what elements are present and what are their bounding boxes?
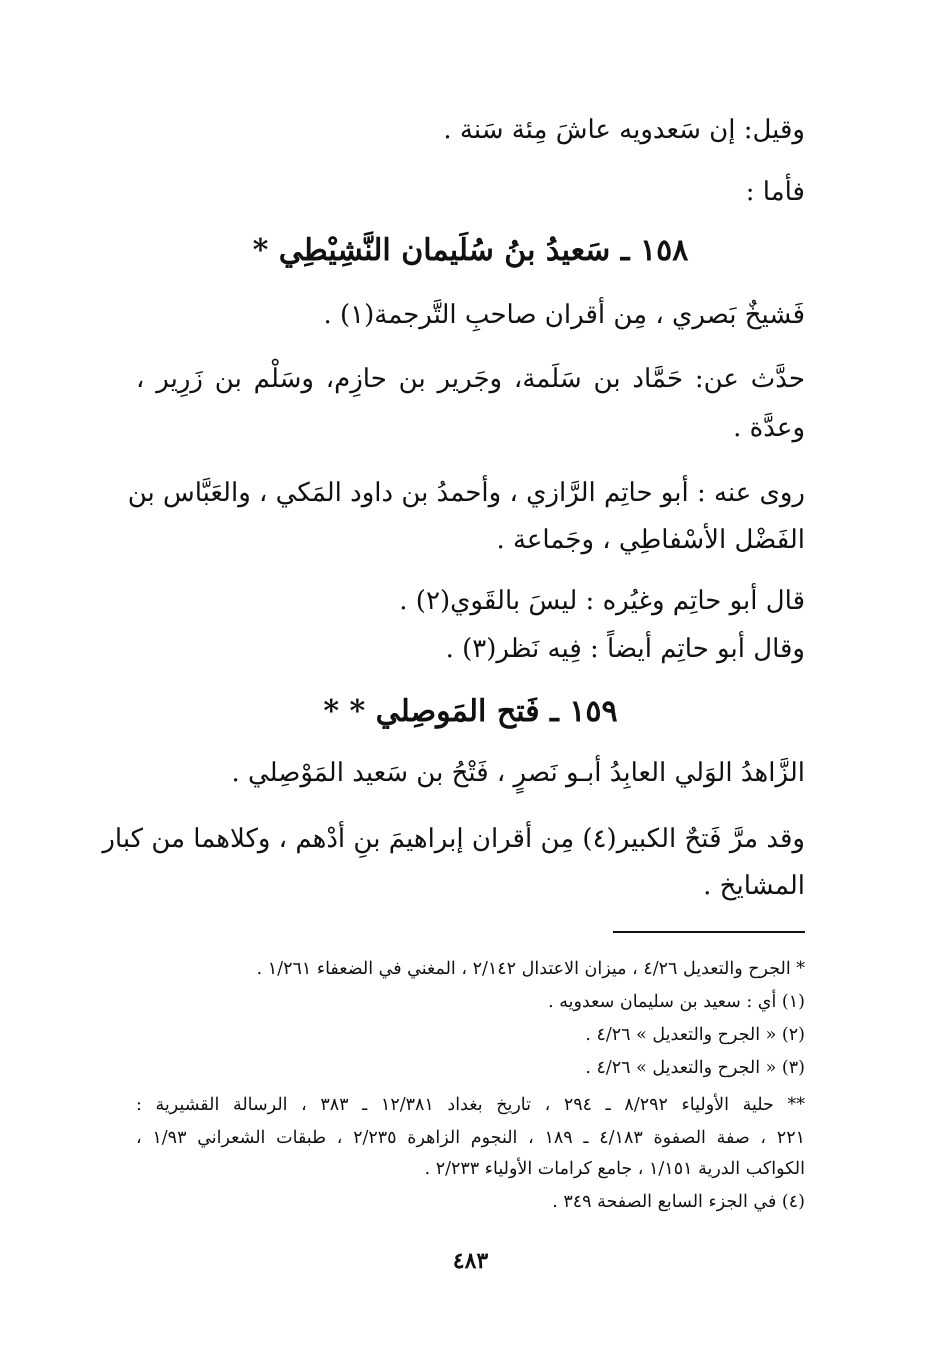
footnote-3: (٢) « الجرح والتعديل » ٤/٢٦ . — [585, 1025, 805, 1045]
body-line-11: وقد مرَّ فَتحٌ الكبير(٤) مِن أقران إبراهيمَ بنِ أدْهم ، وكلاهما من كبار — [102, 824, 805, 854]
footnote-1: * الجرح والتعديل ٤/٢٦ ، ميزان الاعتدال ٢/١٤٢ ، المغني في الضعفاء ١/٢٦١ . — [256, 959, 805, 979]
footnote-2: (١) أي : سعيد بن سليمان سعدويه . — [548, 992, 805, 1012]
footnote-separator — [613, 931, 805, 933]
footnote-6: ٢٢١ ، صفة الصفوة ٤/١٨٣ ـ ١٨٩ ، النجوم الزاهرة ٢/٢٣٥ ، طبقات الشعراني ١/٩٣ ، — [136, 1128, 805, 1148]
footnote-7: الكواكب الدرية ١/١٥١ ، جامع كرامات الأولياء ٢/٢٣٣ . — [424, 1159, 805, 1179]
body-line-6: روى عنه : أبو حاتِم الرَّازي ، وأحمدُ بن داود المَكي ، والعَبَّاس بن — [127, 478, 805, 508]
body-line-9: وقال أبو حاتِم أيضاً : فِيه نَظر(٣) . — [445, 634, 805, 664]
body-line-4: حدَّث عن: حَمَّاد بن سَلَمة، وجَرير بن حازِم، وسَلْم بن زَرِير ، — [136, 364, 805, 394]
body-line-3: فَشيخٌ بَصري ، مِن أقران صاحبِ التَّرجمة(١) . — [323, 300, 805, 330]
page-number: ٤٨٣ — [452, 1248, 489, 1274]
body-line-7: الفَضْل الأسْفاطِي ، وجَماعة . — [496, 525, 805, 555]
body-line-1: وقيل: إن سَعدويه عاشَ مِئة سَنة . — [443, 115, 805, 145]
body-line-12: المشايخ . — [703, 871, 805, 901]
entry-heading-159: ١٥٩ ـ فَتح المَوصِلي * * — [323, 694, 618, 729]
footnote-5: ** حلية الأولياء ٨/٢٩٢ ـ ٢٩٤ ، تاريخ بغداد ١٢/٣٨١ ـ ٣٨٣ ، الرسالة القشيرية : — [136, 1095, 805, 1115]
entry-heading-158: ١٥٨ ـ سَعيدُ بنُ سُلَيمان النَّشِيْطِي * — [252, 233, 689, 268]
body-line-2: فأما : — [745, 177, 805, 207]
body-line-8: قال أبو حاتِم وغيُره : ليسَ بالقَوي(٢) . — [399, 586, 805, 616]
body-line-5: وعدَّة . — [733, 413, 805, 443]
body-line-10: الزَّاهدُ الوَلي العابِدُ أبـو نَصرٍ ، فَتْحُ بن سَعيد المَوْصِلي . — [231, 758, 805, 788]
footnote-4: (٣) « الجرح والتعديل » ٤/٢٦ . — [585, 1058, 805, 1078]
footnote-8: (٤) في الجزء السابع الصفحة ٣٤٩ . — [552, 1192, 805, 1212]
